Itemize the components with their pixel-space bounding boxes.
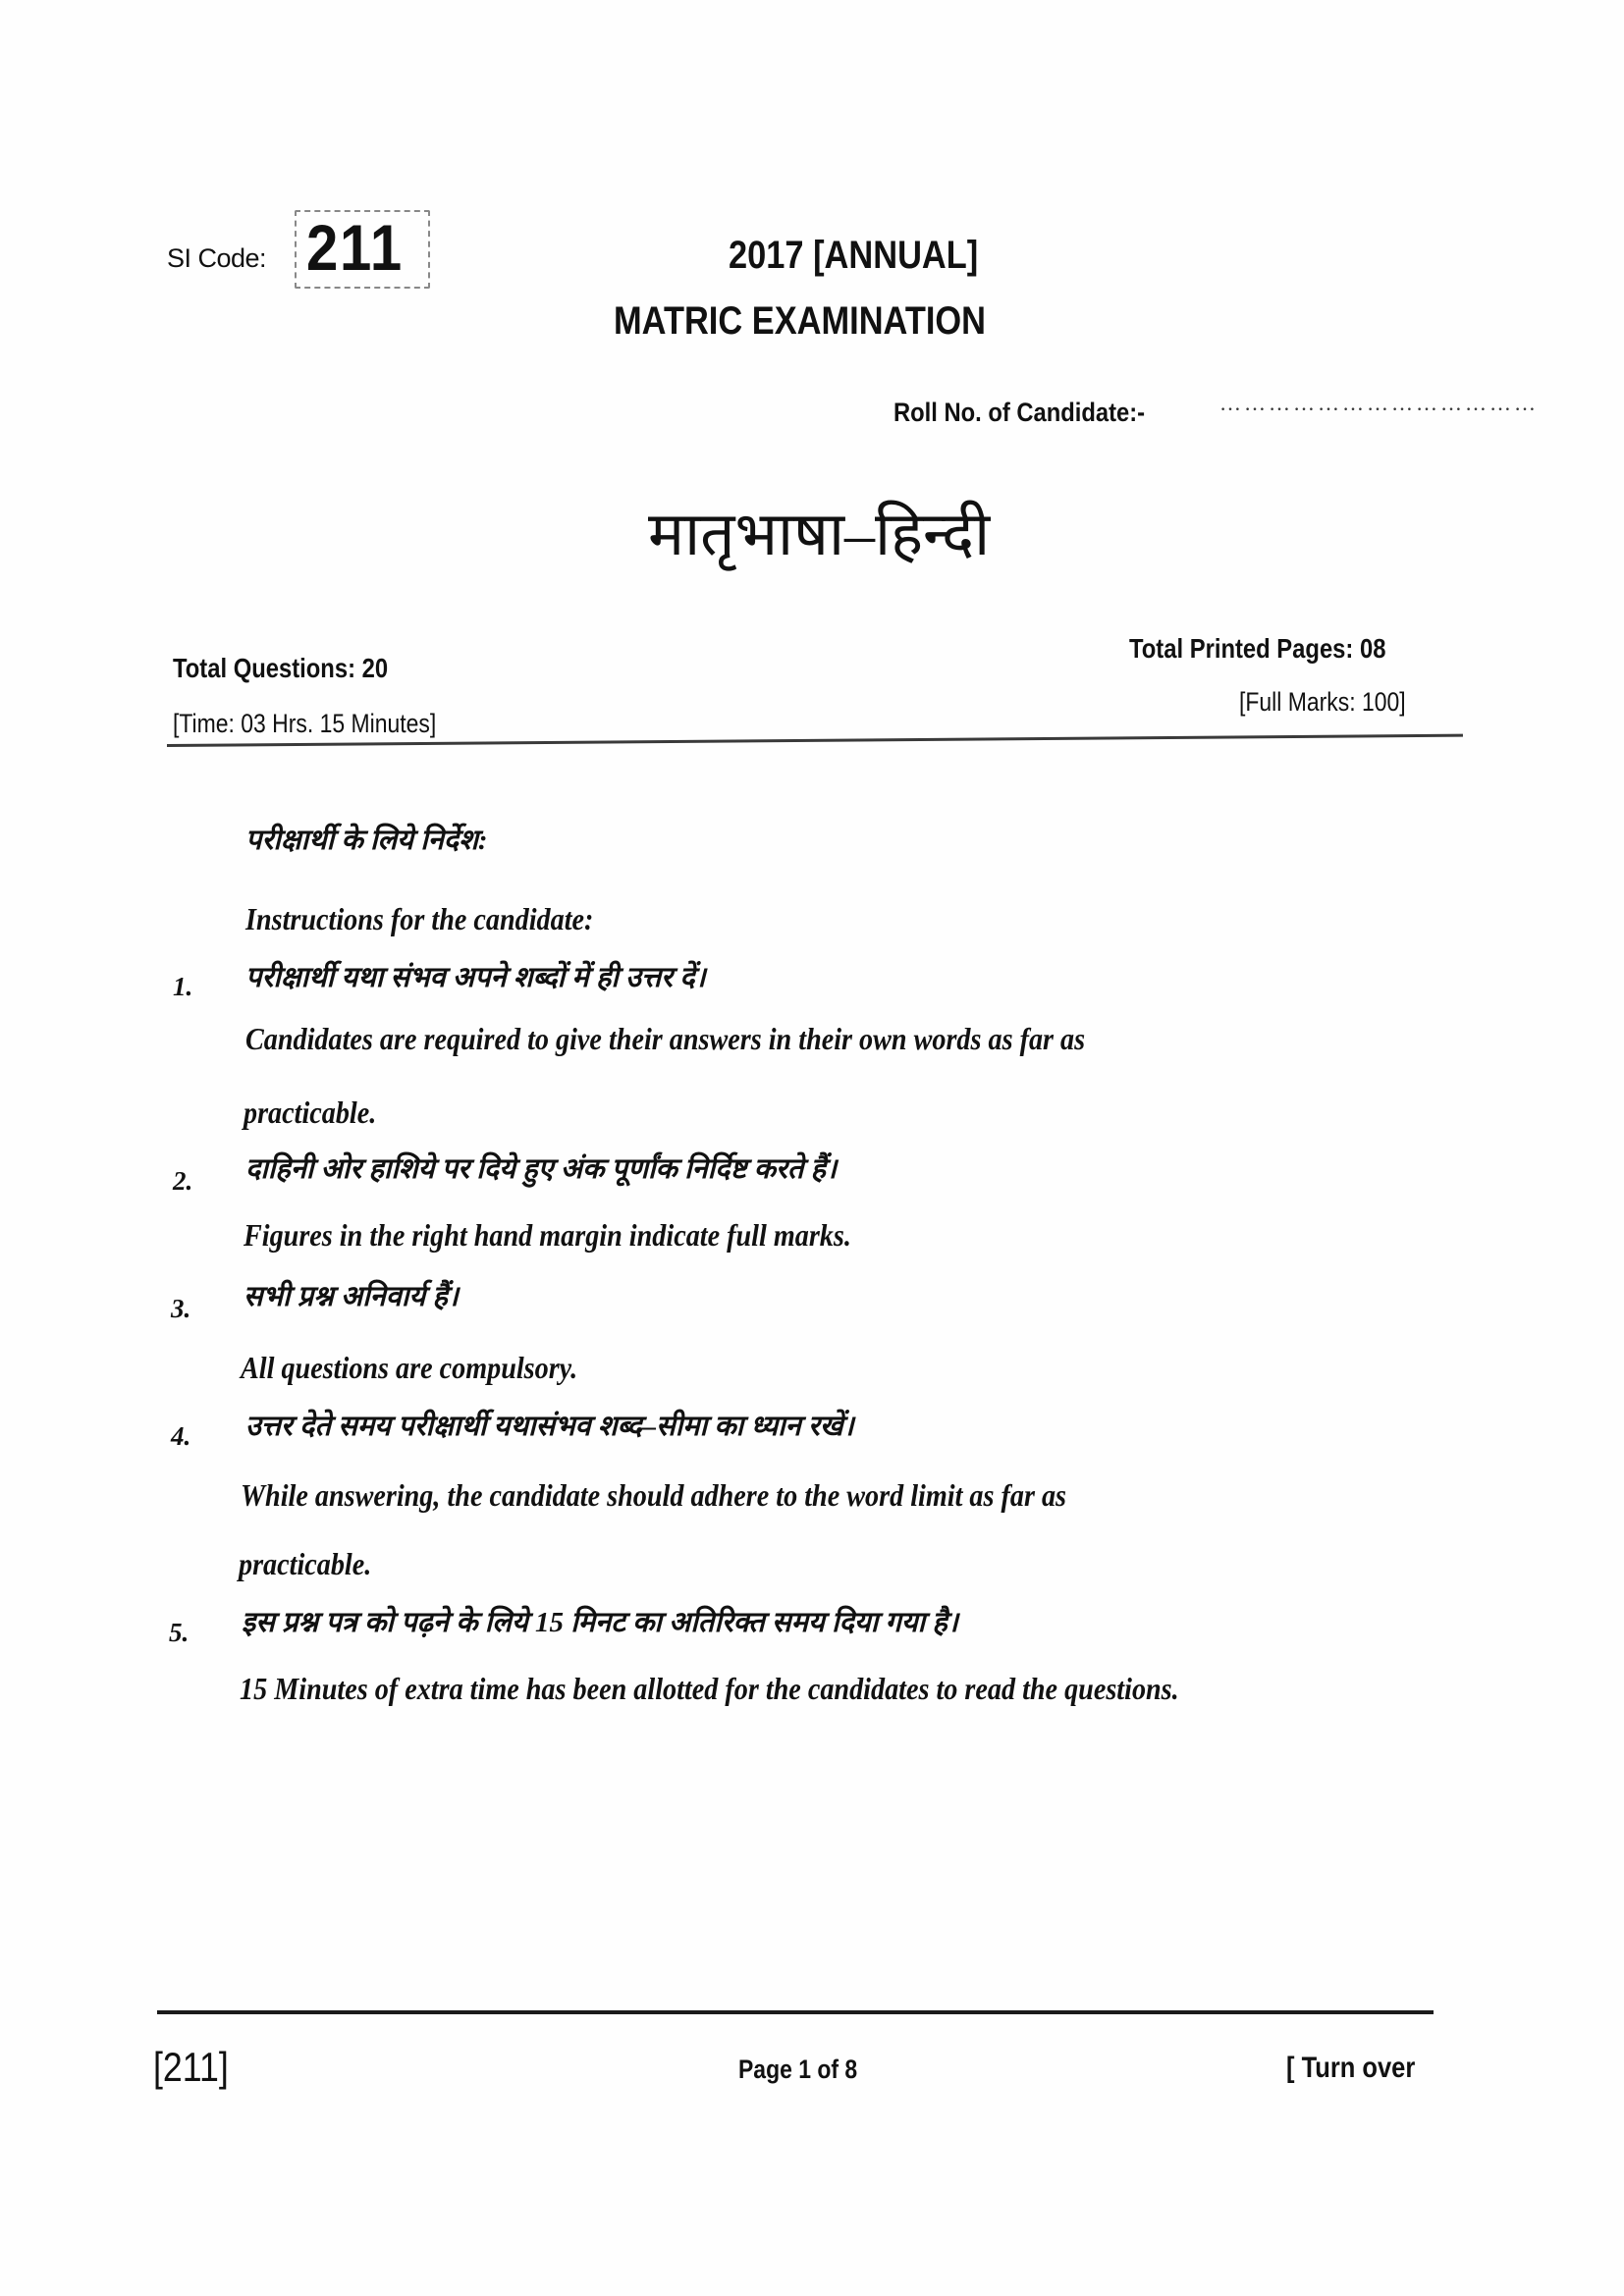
subject-title: मातृभाषा–हिन्दी [648,502,991,568]
roll-number-label: Roll No. of Candidate:- [893,398,1146,427]
roll-number-field: ………………………………… [1219,391,1539,415]
instruction-hindi: दाहिनी ओर हाशिये पर दिये हुए अंक पूर्णांक निर्दिष्ट करते हैं। [245,1153,838,1185]
instruction-english: Figures in the right hand margin indicate full marks. [244,1217,851,1253]
instruction-english: While answering, the candidate should adhere to the word limit as far as [241,1477,1067,1513]
instruction-number: 4. [171,1421,191,1451]
instruction-english: 15 Minutes of extra time has been allotted for the candidates to read the questions. [240,1671,1179,1706]
si-code-value: 211 [306,211,404,284]
footer-code: [211] [153,2044,229,2090]
instruction-english-cont: practicable. [239,1546,372,1581]
instruction-hindi: सभी प्रश्न अनिवार्य हैं। [244,1281,459,1312]
exam-year: 2017 [ANNUAL] [729,234,979,277]
instruction-number: 2. [173,1166,193,1196]
instruction-number: 5. [169,1618,189,1647]
instruction-hindi: परीक्षार्थी यथा संभव अपने शब्दों में ही उत्तर दें। [245,962,706,993]
exam-title: MATRIC EXAMINATION [614,299,987,343]
instruction-english-cont: practicable. [244,1095,377,1130]
instruction-number: 1. [173,972,193,1001]
turn-over-note: [ Turn over [1286,2052,1416,2084]
instructions-heading-hindi: परीक्षार्थी के लिये निर्देश: [245,825,488,856]
total-questions: Total Questions: 20 [173,653,389,683]
full-marks: [Full Marks: 100] [1239,687,1406,717]
instruction-english: Candidates are required to give their answers in their own words as far as [245,1021,1086,1056]
exam-duration: [Time: 03 Hrs. 15 Minutes] [173,709,437,738]
instruction-hindi: उत्तर देते समय परीक्षार्थी यथासंभव शब्द–सीमा का ध्यान रखें। [245,1411,854,1442]
instructions-heading-english: Instructions for the candidate: [245,901,594,936]
page-number: Page 1 of 8 [738,2055,858,2084]
si-code-label: SI Code: [167,243,267,273]
footer-divider [157,2010,1434,2014]
instruction-english: All questions are compulsory. [241,1350,578,1385]
total-printed-pages: Total Printed Pages: 08 [1129,633,1386,664]
instruction-hindi: इस प्रश्न पत्र को पढ़ने के लिये 15 मिनट का अतिरिक्त समय दिया गया है। [242,1607,958,1638]
instruction-number: 3. [171,1294,191,1323]
